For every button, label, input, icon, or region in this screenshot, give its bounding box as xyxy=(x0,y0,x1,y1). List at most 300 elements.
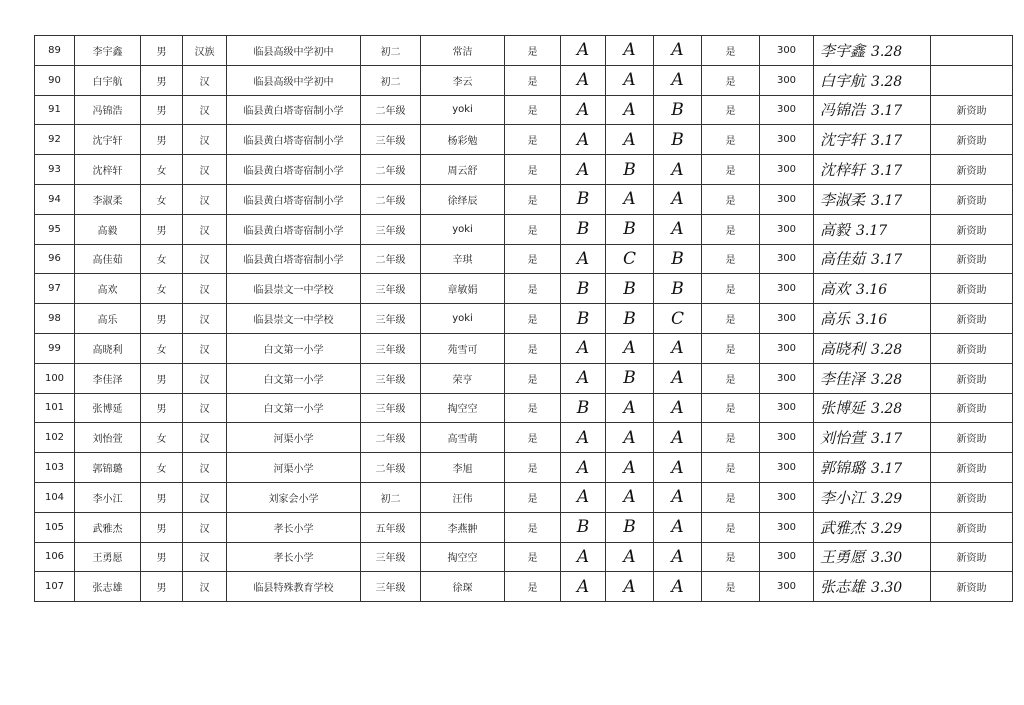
table-row xyxy=(35,184,1013,214)
handwritten-grade-3-cell: A xyxy=(654,542,702,572)
grade-cell: 三年级 xyxy=(361,393,421,423)
handwritten-signature: 高乐 xyxy=(820,310,851,329)
school-cell: 临县黄白塔寄宿制小学 xyxy=(227,155,361,185)
student-name-cell: 白宇航 xyxy=(75,65,141,95)
confirmed-cell: 是 xyxy=(702,542,760,572)
row-number-cell: 102 xyxy=(35,423,75,453)
row-number-cell: 93 xyxy=(35,155,75,185)
sex-cell: 女 xyxy=(141,453,183,483)
sex-cell: 男 xyxy=(141,125,183,155)
handwritten-date: 3.30 xyxy=(871,580,903,597)
row-number-cell: 96 xyxy=(35,244,75,274)
handwritten-date: 3.28 xyxy=(871,73,903,90)
handwritten-signature: 李淑柔 xyxy=(820,190,866,209)
row-number-cell: 91 xyxy=(35,95,75,125)
sex-cell: 男 xyxy=(141,36,183,66)
amount-cell: 300 xyxy=(760,244,814,274)
student-name-cell: 高佳茹 xyxy=(75,244,141,274)
handwritten-grade-3-cell: A xyxy=(654,393,702,423)
amount-cell: 300 xyxy=(760,542,814,572)
handwritten-grade-3-cell: B xyxy=(654,244,702,274)
grade-cell: 初二 xyxy=(361,65,421,95)
signature-cell xyxy=(814,304,931,334)
grade-cell: 三年级 xyxy=(361,542,421,572)
handwritten-grade-3-cell: A xyxy=(654,363,702,393)
confirmed-cell: 是 xyxy=(702,36,760,66)
table-body xyxy=(35,36,1013,602)
amount-cell: 300 xyxy=(760,453,814,483)
handwritten-grade-2-cell: A xyxy=(606,393,654,423)
school-cell: 白文第一小学 xyxy=(227,393,361,423)
school-cell: 临县黄白塔寄宿制小学 xyxy=(227,95,361,125)
amount-cell: 300 xyxy=(760,393,814,423)
row-number-cell: 94 xyxy=(35,184,75,214)
note-cell: 新资助 xyxy=(931,363,1013,393)
handwritten-date: 3.29 xyxy=(871,490,903,507)
ethnicity-cell: 汉族 xyxy=(183,36,227,66)
handwritten-grade-3-cell: B xyxy=(654,95,702,125)
eligible-cell: 是 xyxy=(505,423,561,453)
note-cell: 新资助 xyxy=(931,393,1013,423)
note-cell: 新资助 xyxy=(931,184,1013,214)
handwritten-signature: 张博延 xyxy=(820,399,866,418)
teacher-cell: 荣亨 xyxy=(421,363,505,393)
row-number-cell: 107 xyxy=(35,572,75,602)
handwritten-grade-1-cell: B xyxy=(561,393,606,423)
handwritten-date: 3.30 xyxy=(871,550,903,567)
handwritten-date: 3.17 xyxy=(871,192,903,209)
handwritten-date: 3.28 xyxy=(871,43,903,60)
handwritten-grade-1-cell: A xyxy=(561,423,606,453)
sex-cell: 男 xyxy=(141,482,183,512)
handwritten-grade-3-cell: A xyxy=(654,423,702,453)
teacher-cell: 苑雪可 xyxy=(421,333,505,363)
student-name-cell: 武雅杰 xyxy=(75,512,141,542)
eligible-cell: 是 xyxy=(505,363,561,393)
handwritten-grade-1-cell: B xyxy=(561,274,606,304)
eligible-cell: 是 xyxy=(505,572,561,602)
handwritten-grade-3-cell: A xyxy=(654,36,702,66)
school-cell: 临县高级中学初中 xyxy=(227,36,361,66)
signature-cell xyxy=(814,155,931,185)
note-cell: 新资助 xyxy=(931,482,1013,512)
row-number-cell: 103 xyxy=(35,453,75,483)
handwritten-grade-1-cell: B xyxy=(561,184,606,214)
grade-cell: 二年级 xyxy=(361,184,421,214)
handwritten-grade-2-cell: B xyxy=(606,155,654,185)
handwritten-grade-3-cell: A xyxy=(654,333,702,363)
ethnicity-cell: 汉 xyxy=(183,214,227,244)
sex-cell: 女 xyxy=(141,184,183,214)
handwritten-grade-1-cell: B xyxy=(561,304,606,334)
student-name-cell: 沈宇轩 xyxy=(75,125,141,155)
sex-cell: 女 xyxy=(141,155,183,185)
ethnicity-cell: 汉 xyxy=(183,184,227,214)
note-cell: 新资助 xyxy=(931,274,1013,304)
handwritten-grade-1-cell: A xyxy=(561,244,606,274)
handwritten-date: 3.16 xyxy=(856,282,888,299)
table-row xyxy=(35,274,1013,304)
student-name-cell: 张志雄 xyxy=(75,572,141,602)
sex-cell: 男 xyxy=(141,65,183,95)
handwritten-grade-2-cell: A xyxy=(606,453,654,483)
ethnicity-cell: 汉 xyxy=(183,423,227,453)
table-row xyxy=(35,125,1013,155)
handwritten-grade-2-cell: B xyxy=(606,512,654,542)
handwritten-grade-3-cell: B xyxy=(654,274,702,304)
confirmed-cell: 是 xyxy=(702,274,760,304)
signature-cell xyxy=(814,65,931,95)
teacher-cell: 李燕翀 xyxy=(421,512,505,542)
eligible-cell: 是 xyxy=(505,155,561,185)
signature-cell xyxy=(814,36,931,66)
eligible-cell: 是 xyxy=(505,274,561,304)
teacher-cell: 辛琪 xyxy=(421,244,505,274)
confirmed-cell: 是 xyxy=(702,125,760,155)
row-number-cell: 90 xyxy=(35,65,75,95)
student-name-cell: 沈梓轩 xyxy=(75,155,141,185)
signature-cell xyxy=(814,214,931,244)
confirmed-cell: 是 xyxy=(702,333,760,363)
handwritten-signature: 高欢 xyxy=(820,280,851,299)
handwritten-grade-2-cell: A xyxy=(606,184,654,214)
grade-cell: 三年级 xyxy=(361,333,421,363)
handwritten-signature: 李小江 xyxy=(820,488,866,507)
row-number-cell: 99 xyxy=(35,333,75,363)
grade-cell: 二年级 xyxy=(361,155,421,185)
handwritten-grade-3-cell: A xyxy=(654,184,702,214)
school-cell: 临县崇文一中学校 xyxy=(227,274,361,304)
signature-cell xyxy=(814,274,931,304)
sex-cell: 女 xyxy=(141,423,183,453)
grade-cell: 二年级 xyxy=(361,95,421,125)
sex-cell: 男 xyxy=(141,304,183,334)
grade-cell: 三年级 xyxy=(361,125,421,155)
table-row xyxy=(35,95,1013,125)
signature-cell xyxy=(814,482,931,512)
teacher-cell: 高雪萌 xyxy=(421,423,505,453)
signature-cell xyxy=(814,363,931,393)
school-cell: 河渠小学 xyxy=(227,423,361,453)
row-number-cell: 104 xyxy=(35,482,75,512)
sex-cell: 男 xyxy=(141,572,183,602)
eligible-cell: 是 xyxy=(505,36,561,66)
grade-cell: 二年级 xyxy=(361,453,421,483)
teacher-cell: 李云 xyxy=(421,65,505,95)
student-aid-table xyxy=(34,35,1013,602)
handwritten-signature: 郭锦璐 xyxy=(820,459,866,478)
grade-cell: 初二 xyxy=(361,482,421,512)
handwritten-date: 3.17 xyxy=(871,163,903,180)
eligible-cell: 是 xyxy=(505,304,561,334)
school-cell: 白文第一小学 xyxy=(227,363,361,393)
amount-cell: 300 xyxy=(760,363,814,393)
handwritten-date: 3.17 xyxy=(871,252,903,269)
grade-cell: 三年级 xyxy=(361,274,421,304)
handwritten-grade-1-cell: A xyxy=(561,572,606,602)
eligible-cell: 是 xyxy=(505,214,561,244)
table-row xyxy=(35,155,1013,185)
school-cell: 孝长小学 xyxy=(227,542,361,572)
eligible-cell: 是 xyxy=(505,244,561,274)
teacher-cell: 周云舒 xyxy=(421,155,505,185)
student-name-cell: 高毅 xyxy=(75,214,141,244)
note-cell: 新资助 xyxy=(931,304,1013,334)
student-name-cell: 李小江 xyxy=(75,482,141,512)
student-name-cell: 高乐 xyxy=(75,304,141,334)
school-cell: 临县黄白塔寄宿制小学 xyxy=(227,184,361,214)
ethnicity-cell: 汉 xyxy=(183,393,227,423)
ethnicity-cell: 汉 xyxy=(183,95,227,125)
handwritten-signature: 高毅 xyxy=(820,220,851,239)
handwritten-grade-3-cell: B xyxy=(654,125,702,155)
table-row xyxy=(35,244,1013,274)
handwritten-date: 3.17 xyxy=(871,103,903,120)
row-number-cell: 101 xyxy=(35,393,75,423)
table-row xyxy=(35,363,1013,393)
grade-cell: 三年级 xyxy=(361,304,421,334)
handwritten-grade-2-cell: B xyxy=(606,274,654,304)
amount-cell: 300 xyxy=(760,482,814,512)
handwritten-date: 3.17 xyxy=(871,431,903,448)
note-cell: 新资助 xyxy=(931,423,1013,453)
ethnicity-cell: 汉 xyxy=(183,333,227,363)
eligible-cell: 是 xyxy=(505,95,561,125)
handwritten-grade-2-cell: A xyxy=(606,542,654,572)
confirmed-cell: 是 xyxy=(702,304,760,334)
amount-cell: 300 xyxy=(760,572,814,602)
school-cell: 临县黄白塔寄宿制小学 xyxy=(227,125,361,155)
note-cell: 新资助 xyxy=(931,512,1013,542)
eligible-cell: 是 xyxy=(505,453,561,483)
handwritten-grade-1-cell: A xyxy=(561,333,606,363)
grade-cell: 二年级 xyxy=(361,244,421,274)
handwritten-signature: 李宇鑫 xyxy=(820,41,866,60)
sex-cell: 男 xyxy=(141,95,183,125)
signature-cell xyxy=(814,184,931,214)
amount-cell: 300 xyxy=(760,423,814,453)
school-cell: 白文第一小学 xyxy=(227,333,361,363)
note-cell: 新资助 xyxy=(931,453,1013,483)
ethnicity-cell: 汉 xyxy=(183,125,227,155)
ethnicity-cell: 汉 xyxy=(183,482,227,512)
handwritten-signature: 张志雄 xyxy=(820,578,866,597)
school-cell: 临县高级中学初中 xyxy=(227,65,361,95)
handwritten-grade-1-cell: B xyxy=(561,512,606,542)
ethnicity-cell: 汉 xyxy=(183,155,227,185)
student-name-cell: 李佳泽 xyxy=(75,363,141,393)
row-number-cell: 97 xyxy=(35,274,75,304)
teacher-cell: 掏空空 xyxy=(421,542,505,572)
student-name-cell: 张博延 xyxy=(75,393,141,423)
handwritten-grade-1-cell: A xyxy=(561,65,606,95)
sex-cell: 女 xyxy=(141,333,183,363)
handwritten-grade-2-cell: B xyxy=(606,363,654,393)
table-row xyxy=(35,423,1013,453)
handwritten-grade-1-cell: A xyxy=(561,125,606,155)
amount-cell: 300 xyxy=(760,304,814,334)
handwritten-grade-2-cell: A xyxy=(606,333,654,363)
row-number-cell: 89 xyxy=(35,36,75,66)
signature-cell xyxy=(814,95,931,125)
sex-cell: 男 xyxy=(141,512,183,542)
handwritten-signature: 武雅杰 xyxy=(820,518,866,537)
teacher-cell: 李旭 xyxy=(421,453,505,483)
table-row xyxy=(35,393,1013,423)
teacher-cell: 章敏娟 xyxy=(421,274,505,304)
handwritten-grade-3-cell: C xyxy=(654,304,702,334)
handwritten-signature: 高佳茹 xyxy=(820,250,866,269)
row-number-cell: 106 xyxy=(35,542,75,572)
handwritten-grade-2-cell: A xyxy=(606,482,654,512)
table-row xyxy=(35,512,1013,542)
handwritten-date: 3.16 xyxy=(856,312,888,329)
handwritten-grade-2-cell: B xyxy=(606,304,654,334)
handwritten-date: 3.28 xyxy=(871,371,903,388)
note-cell: 新资助 xyxy=(931,125,1013,155)
eligible-cell: 是 xyxy=(505,65,561,95)
handwritten-grade-3-cell: A xyxy=(654,155,702,185)
handwritten-grade-1-cell: A xyxy=(561,542,606,572)
handwritten-grade-2-cell: A xyxy=(606,95,654,125)
note-cell xyxy=(931,36,1013,66)
confirmed-cell: 是 xyxy=(702,244,760,274)
ethnicity-cell: 汉 xyxy=(183,244,227,274)
handwritten-grade-3-cell: A xyxy=(654,482,702,512)
student-name-cell: 李宇鑫 xyxy=(75,36,141,66)
handwritten-date: 3.29 xyxy=(871,520,903,537)
handwritten-grade-2-cell: A xyxy=(606,572,654,602)
teacher-cell: 杨彩勉 xyxy=(421,125,505,155)
teacher-cell: yoki xyxy=(421,214,505,244)
ethnicity-cell: 汉 xyxy=(183,304,227,334)
student-name-cell: 李淑柔 xyxy=(75,184,141,214)
handwritten-grade-2-cell: A xyxy=(606,36,654,66)
handwritten-grade-3-cell: A xyxy=(654,512,702,542)
table-row xyxy=(35,482,1013,512)
handwritten-grade-2-cell: A xyxy=(606,423,654,453)
note-cell: 新资助 xyxy=(931,572,1013,602)
handwritten-grade-3-cell: A xyxy=(654,214,702,244)
handwritten-signature: 白宇航 xyxy=(820,71,866,90)
ethnicity-cell: 汉 xyxy=(183,453,227,483)
table-row xyxy=(35,65,1013,95)
teacher-cell: 常洁 xyxy=(421,36,505,66)
school-cell: 临县崇文一中学校 xyxy=(227,304,361,334)
handwritten-grade-2-cell: C xyxy=(606,244,654,274)
row-number-cell: 95 xyxy=(35,214,75,244)
handwritten-grade-2-cell: B xyxy=(606,214,654,244)
ethnicity-cell: 汉 xyxy=(183,572,227,602)
confirmed-cell: 是 xyxy=(702,65,760,95)
signature-cell xyxy=(814,572,931,602)
grade-cell: 三年级 xyxy=(361,363,421,393)
confirmed-cell: 是 xyxy=(702,512,760,542)
handwritten-date: 3.17 xyxy=(871,133,903,150)
sex-cell: 男 xyxy=(141,363,183,393)
handwritten-signature: 李佳泽 xyxy=(820,369,866,388)
signature-cell xyxy=(814,423,931,453)
handwritten-date: 3.28 xyxy=(871,341,903,358)
teacher-cell: yoki xyxy=(421,304,505,334)
amount-cell: 300 xyxy=(760,36,814,66)
school-cell: 临县黄白塔寄宿制小学 xyxy=(227,214,361,244)
sex-cell: 女 xyxy=(141,274,183,304)
eligible-cell: 是 xyxy=(505,125,561,155)
handwritten-date: 3.17 xyxy=(856,222,888,239)
ethnicity-cell: 汉 xyxy=(183,542,227,572)
sex-cell: 女 xyxy=(141,244,183,274)
sex-cell: 男 xyxy=(141,393,183,423)
eligible-cell: 是 xyxy=(505,393,561,423)
amount-cell: 300 xyxy=(760,214,814,244)
confirmed-cell: 是 xyxy=(702,95,760,125)
row-number-cell: 98 xyxy=(35,304,75,334)
confirmed-cell: 是 xyxy=(702,482,760,512)
confirmed-cell: 是 xyxy=(702,214,760,244)
row-number-cell: 92 xyxy=(35,125,75,155)
handwritten-signature: 沈宇轩 xyxy=(820,131,866,150)
handwritten-grade-1-cell: A xyxy=(561,453,606,483)
amount-cell: 300 xyxy=(760,184,814,214)
handwritten-date: 3.17 xyxy=(871,461,903,478)
teacher-cell: 掏空空 xyxy=(421,393,505,423)
confirmed-cell: 是 xyxy=(702,393,760,423)
teacher-cell: 徐琛 xyxy=(421,572,505,602)
amount-cell: 300 xyxy=(760,274,814,304)
student-name-cell: 刘怡萱 xyxy=(75,423,141,453)
grade-cell: 三年级 xyxy=(361,214,421,244)
signature-cell xyxy=(814,125,931,155)
school-cell: 临县黄白塔寄宿制小学 xyxy=(227,244,361,274)
handwritten-signature: 高晓利 xyxy=(820,339,866,358)
teacher-cell: yoki xyxy=(421,95,505,125)
note-cell: 新资助 xyxy=(931,244,1013,274)
handwritten-grade-2-cell: A xyxy=(606,65,654,95)
eligible-cell: 是 xyxy=(505,184,561,214)
ethnicity-cell: 汉 xyxy=(183,65,227,95)
ethnicity-cell: 汉 xyxy=(183,274,227,304)
eligible-cell: 是 xyxy=(505,542,561,572)
handwritten-grade-3-cell: A xyxy=(654,65,702,95)
note-cell: 新资助 xyxy=(931,214,1013,244)
note-cell: 新资助 xyxy=(931,333,1013,363)
signature-cell xyxy=(814,512,931,542)
confirmed-cell: 是 xyxy=(702,184,760,214)
note-cell: 新资助 xyxy=(931,155,1013,185)
handwritten-grade-3-cell: A xyxy=(654,453,702,483)
grade-cell: 二年级 xyxy=(361,423,421,453)
signature-cell xyxy=(814,244,931,274)
handwritten-grade-1-cell: A xyxy=(561,36,606,66)
school-cell: 孝长小学 xyxy=(227,512,361,542)
signature-cell xyxy=(814,393,931,423)
table-row xyxy=(35,542,1013,572)
student-name-cell: 郭锦璐 xyxy=(75,453,141,483)
handwritten-grade-1-cell: A xyxy=(561,95,606,125)
handwritten-signature: 冯锦浩 xyxy=(820,101,866,120)
grade-cell: 五年级 xyxy=(361,512,421,542)
confirmed-cell: 是 xyxy=(702,453,760,483)
grade-cell: 三年级 xyxy=(361,572,421,602)
table-row xyxy=(35,214,1013,244)
signature-cell xyxy=(814,453,931,483)
amount-cell: 300 xyxy=(760,125,814,155)
amount-cell: 300 xyxy=(760,155,814,185)
grade-cell: 初二 xyxy=(361,36,421,66)
sex-cell: 男 xyxy=(141,542,183,572)
amount-cell: 300 xyxy=(760,512,814,542)
